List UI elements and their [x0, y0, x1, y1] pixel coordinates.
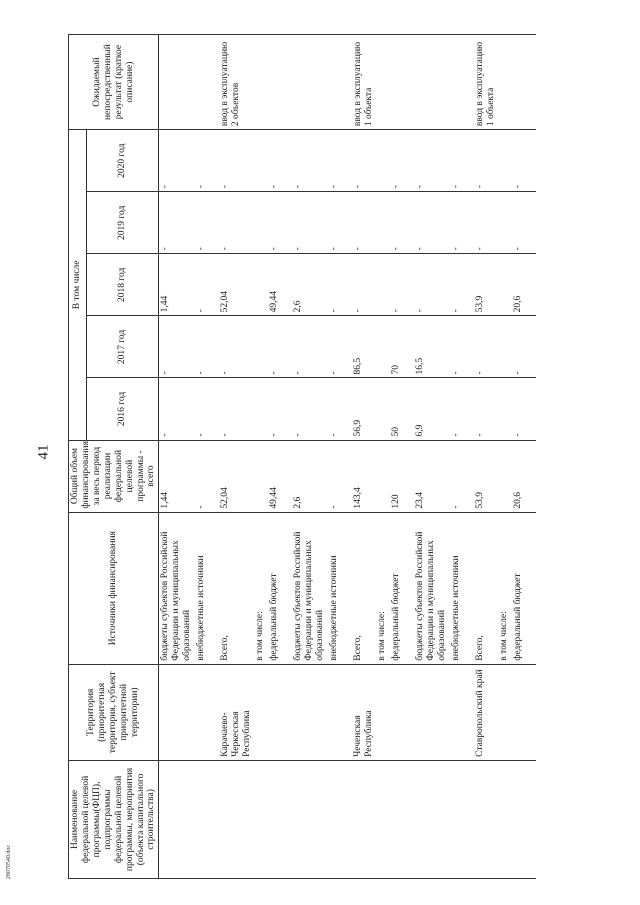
cell-2018 [376, 254, 390, 316]
cell-2018: 1,44 [159, 254, 196, 316]
cell-total: - [328, 440, 352, 512]
cell-result [450, 35, 474, 130]
cell-program [195, 760, 219, 878]
cell-2019: - [195, 192, 219, 254]
cell-program [292, 760, 328, 878]
table-row [498, 35, 512, 879]
cell-2016: - [474, 378, 498, 440]
cell-2018: 20,6 [512, 254, 536, 316]
cell-2019: - [414, 192, 450, 254]
cell-program [414, 760, 450, 878]
cell-2020: - [474, 130, 498, 192]
cell-2019: - [328, 192, 352, 254]
cell-2016: 50 [390, 378, 414, 440]
financing-table [68, 34, 536, 879]
header-year-2016: 2016 год [86, 378, 159, 440]
cell-source: бюджеты субъектов Российской Федерации и муниципальных образований [414, 512, 450, 664]
cell-2018: - [450, 254, 474, 316]
cell-source: внебюджетные источники [450, 512, 474, 664]
table-row [219, 35, 254, 879]
cell-program [512, 760, 536, 878]
cell-source: в том числе: [254, 512, 268, 664]
cell-source: внебюджетные источники [195, 512, 219, 664]
cell-2020: - [195, 130, 219, 192]
cell-program [159, 760, 196, 878]
cell-2020 [254, 130, 268, 192]
cell-territory [268, 664, 292, 760]
cell-source: федеральный бюджет [512, 512, 536, 664]
cell-source: федеральный бюджет [268, 512, 292, 664]
cell-2016: - [450, 378, 474, 440]
cell-program [474, 760, 498, 878]
cell-source: внебюджетные источники [328, 512, 352, 664]
cell-2018 [498, 254, 512, 316]
cell-2019: - [268, 192, 292, 254]
cell-total [254, 440, 268, 512]
cell-2018: - [328, 254, 352, 316]
table-row [268, 35, 292, 879]
cell-territory: Карачаево-Черкесская Республика [219, 664, 254, 760]
cell-territory [498, 664, 512, 760]
cell-result [254, 35, 268, 130]
header-program: Наименование федеральной целевой программы(ФЦП), подпрограммы федеральной целевой программы, мероприятия (объекта капитального строительства) [69, 760, 159, 878]
header-year-2017: 2017 год [86, 316, 159, 378]
table-row [254, 35, 268, 879]
cell-result [498, 35, 512, 130]
cell-2016: - [195, 378, 219, 440]
cell-territory [390, 664, 414, 760]
cell-2020: - [159, 130, 196, 192]
cell-2016: - [268, 378, 292, 440]
cell-2020: - [352, 130, 376, 192]
cell-territory [376, 664, 390, 760]
table-row [352, 35, 376, 879]
header-territory: Территория (приоритетная территория, субъект приоритетной территории) [69, 664, 159, 760]
table-row [328, 35, 352, 879]
cell-2019: - [352, 192, 376, 254]
cell-2017: - [268, 316, 292, 378]
cell-2020: - [450, 130, 474, 192]
cell-2018: 2,6 [292, 254, 328, 316]
cell-2016 [376, 378, 390, 440]
cell-result [268, 35, 292, 130]
cell-2019: - [450, 192, 474, 254]
cell-program [390, 760, 414, 878]
cell-2016 [254, 378, 268, 440]
cell-result [414, 35, 450, 130]
cell-source: Всего, [474, 512, 498, 664]
cell-program [254, 760, 268, 878]
cell-program [268, 760, 292, 878]
cell-2017: - [219, 316, 254, 378]
cell-territory [254, 664, 268, 760]
cell-result [292, 35, 328, 130]
cell-total: 120 [390, 440, 414, 512]
cell-result [159, 35, 196, 130]
cell-2017 [498, 316, 512, 378]
cell-total: 23,4 [414, 440, 450, 512]
cell-2019: - [390, 192, 414, 254]
cell-2016: - [159, 378, 196, 440]
table-row [376, 35, 390, 879]
cell-2017: 16,5 [414, 316, 450, 378]
cell-result [328, 35, 352, 130]
cell-2017 [376, 316, 390, 378]
cell-2016 [498, 378, 512, 440]
header-year-2020: 2020 год [86, 130, 159, 192]
cell-total: 20,6 [512, 440, 536, 512]
cell-2016: 56,9 [352, 378, 376, 440]
cell-source: Всего, [219, 512, 254, 664]
table-row [512, 35, 536, 879]
cell-territory: Ставропольский край [474, 664, 498, 760]
cell-territory [450, 664, 474, 760]
table-row [450, 35, 474, 879]
cell-2018: - [352, 254, 376, 316]
cell-2017: - [450, 316, 474, 378]
cell-2018: 49,44 [268, 254, 292, 316]
cell-total: - [450, 440, 474, 512]
cell-2017: - [328, 316, 352, 378]
cell-result [195, 35, 219, 130]
table-frame [68, 34, 582, 879]
header-source: Источники финансирования [69, 512, 159, 664]
cell-2017: - [195, 316, 219, 378]
header-year-2018: 2018 год [86, 254, 159, 316]
cell-2017: - [474, 316, 498, 378]
cell-2018: 53,9 [474, 254, 498, 316]
cell-2020: - [219, 130, 254, 192]
cell-2020: - [512, 130, 536, 192]
cell-source: бюджеты субъектов Российской Федерации и муниципальных образований [292, 512, 328, 664]
cell-result [390, 35, 414, 130]
cell-program [328, 760, 352, 878]
cell-2018: - [414, 254, 450, 316]
cell-source: федеральный бюджет [390, 512, 414, 664]
table-header [69, 35, 159, 879]
cell-result [376, 35, 390, 130]
cell-program [352, 760, 376, 878]
cell-2017 [254, 316, 268, 378]
cell-source: в том числе: [498, 512, 512, 664]
cell-total: 1,44 [159, 440, 196, 512]
cell-2017: - [159, 316, 196, 378]
cell-2019 [254, 192, 268, 254]
cell-2019: - [474, 192, 498, 254]
header-in-that: В том числе [69, 130, 87, 440]
header-total: Общий объем финансирования за весь период реализации федеральной целевой программы - всего [69, 440, 159, 512]
table-row [474, 35, 498, 879]
cell-2016: - [328, 378, 352, 440]
cell-result: ввод в эксплуатацию 1 объекта [474, 35, 498, 130]
cell-2019: - [219, 192, 254, 254]
cell-2020: - [292, 130, 328, 192]
cell-2016: 6,9 [414, 378, 450, 440]
rotated-table-container [68, 34, 582, 879]
cell-2019: - [512, 192, 536, 254]
cell-2020 [376, 130, 390, 192]
header-result: Ожидаемый непосредственный результат (краткое описание) [69, 35, 159, 130]
cell-2018 [254, 254, 268, 316]
cell-2019 [376, 192, 390, 254]
table-row [390, 35, 414, 879]
cell-2016: - [219, 378, 254, 440]
cell-total: 143,4 [352, 440, 376, 512]
cell-2020: - [414, 130, 450, 192]
table-row [414, 35, 450, 879]
cell-2019: - [159, 192, 196, 254]
cell-2017: - [292, 316, 328, 378]
cell-total [498, 440, 512, 512]
document-code: 28070540.doc [6, 844, 12, 880]
cell-source: в том числе: [376, 512, 390, 664]
cell-total: 52,04 [219, 440, 254, 512]
cell-program [498, 760, 512, 878]
cell-2020: - [328, 130, 352, 192]
cell-program [219, 760, 254, 878]
cell-total: 53,9 [474, 440, 498, 512]
cell-territory [512, 664, 536, 760]
table-body [159, 35, 536, 879]
cell-2018: - [390, 254, 414, 316]
table-row [195, 35, 219, 879]
cell-territory [328, 664, 352, 760]
table-row [292, 35, 328, 879]
cell-source: Всего, [352, 512, 376, 664]
cell-2016: - [292, 378, 328, 440]
cell-total: 49,44 [268, 440, 292, 512]
cell-source: бюджеты субъектов Российской Федерации и муниципальных образований [159, 512, 196, 664]
cell-2016: - [512, 378, 536, 440]
cell-territory [159, 664, 196, 760]
cell-2017: 70 [390, 316, 414, 378]
cell-program [450, 760, 474, 878]
cell-2019 [498, 192, 512, 254]
cell-program [376, 760, 390, 878]
table-row [159, 35, 196, 879]
cell-result: ввод в эксплуатацию 1 объекта [352, 35, 376, 130]
cell-2018: 52,04 [219, 254, 254, 316]
page-number: 41 [35, 444, 52, 460]
header-year-2019: 2019 год [86, 192, 159, 254]
cell-result: ввод в эксплуатацию 2 объектов [219, 35, 254, 130]
cell-total: - [195, 440, 219, 512]
cell-total: 2,6 [292, 440, 328, 512]
cell-2020: - [390, 130, 414, 192]
cell-2018: - [195, 254, 219, 316]
cell-territory [195, 664, 219, 760]
cell-total [376, 440, 390, 512]
cell-2017: - [512, 316, 536, 378]
cell-territory: Чеченская Республика [352, 664, 376, 760]
cell-2020: - [268, 130, 292, 192]
cell-territory [414, 664, 450, 760]
cell-territory [292, 664, 328, 760]
cell-2020 [498, 130, 512, 192]
cell-2017: 86,5 [352, 316, 376, 378]
cell-2019: - [292, 192, 328, 254]
cell-result [512, 35, 536, 130]
